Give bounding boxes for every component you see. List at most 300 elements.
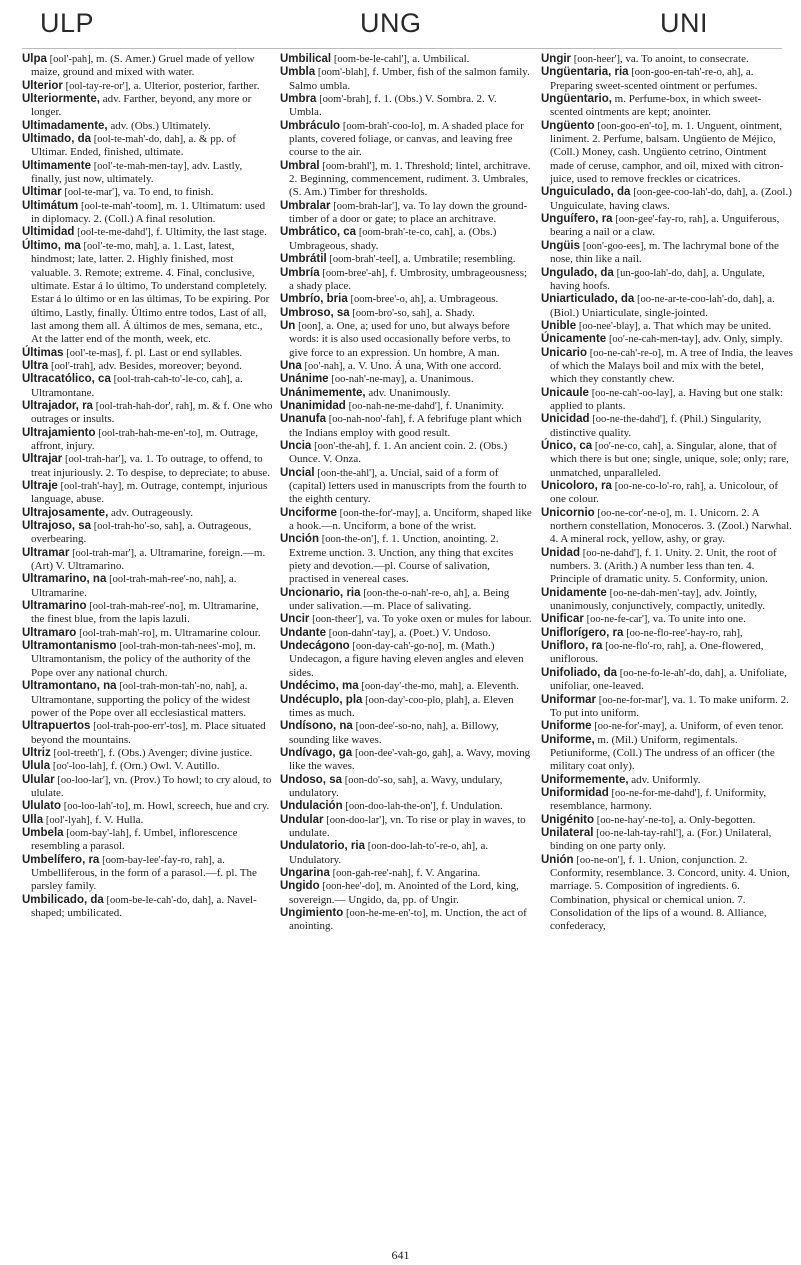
entry-pronunciation: [oon-dahn'-tay], [328, 627, 397, 639]
entry-pronunciation: [oo-ne-fo-le-ah'-do, dah], [619, 667, 727, 679]
entry-definition: adv. Uniformly. [631, 773, 701, 786]
dictionary-entry [541, 120, 793, 187]
entry-headword: Ungimiento [280, 907, 344, 919]
dictionary-entry [22, 133, 274, 160]
guide-word-center: UNG [360, 8, 422, 38]
entry-pronunciation: [oo-ne-hay'-ne-to], [596, 814, 676, 826]
guide-words [0, 8, 801, 48]
entry-pronunciation: [oo-ne-fe-car'], [586, 614, 650, 626]
dictionary-entry [22, 800, 274, 813]
entry-definition: a. Ultramontane, supporting the policy of the widest power of the Pope over all ecclesiastical matters. [31, 680, 251, 719]
entry-pronunciation: [oon'-the-ah], [314, 440, 372, 452]
entry-pronunciation: [oon-gee'-fay-ro, rah], [615, 214, 709, 226]
entry-definition: a. Uniform, of even tenor. [669, 720, 784, 733]
entry-headword: Ultimamente [22, 159, 92, 172]
entry-definition: va. To unite into one. [652, 613, 746, 626]
entry-pronunciation: [oo-nee'-blay], [578, 320, 641, 332]
dictionary-entry [22, 547, 274, 574]
entry-headword: Ungulado, da [541, 266, 614, 279]
dictionary-entry [541, 213, 793, 240]
entry-pronunciation: [oon-goo-en'-to], [597, 120, 669, 132]
entry-definition: a. Preparing sweet-scented ointment or perfumes. [550, 66, 758, 92]
entry-pronunciation: [oo'-nah], [304, 360, 346, 372]
entry-pronunciation: [oon-the-on'], [321, 534, 380, 546]
dictionary-entry [541, 854, 793, 934]
entry-headword: Umbla [280, 66, 316, 79]
entry-headword: Unguiculado, da [541, 186, 631, 199]
entry-headword: Uncionario, ria [280, 586, 361, 599]
dictionary-entry [280, 307, 532, 320]
guide-word-right: UNI [660, 8, 708, 38]
entry-pronunciation: [oom-bro'-so, sah], [352, 307, 433, 319]
entry-pronunciation: [ool'-te-mah-men-tay], [93, 160, 190, 172]
dictionary-entry [280, 640, 532, 680]
entry-pronunciation: [ool-trah-mah'-ro], [79, 627, 158, 639]
dictionary-entry [22, 360, 274, 373]
entry-definition: f. A febrifuge plant which the Indians employ with good result. [289, 413, 522, 439]
dictionary-entry [280, 267, 532, 294]
dictionary-entry [22, 814, 274, 827]
entry-definition: a. Eleventh. [466, 680, 519, 693]
entry-definition: f. Uniformity, resemblance, harmony. [550, 786, 767, 813]
entry-headword: Unguífero, ra [541, 213, 613, 226]
entry-headword: Undécimo, ma [280, 680, 359, 693]
entry-pronunciation: [ool-te-me-dahd'], [77, 227, 154, 239]
entry-pronunciation: [oo-ne-on'], [576, 854, 626, 866]
entry-pronunciation: [oon-doo-lah-the-on'], [345, 801, 439, 813]
entry-pronunciation: [oon-day'-coo-plo, plah], [365, 694, 470, 706]
entry-headword: Ulla [22, 813, 44, 826]
entry-definition: adv. Unanimously. [368, 386, 451, 399]
dictionary-entry [541, 667, 793, 694]
dictionary-entry [541, 53, 793, 66]
entry-definition: a. V. Uno. Á una, With one accord. [347, 359, 502, 372]
entry-headword: Undulación [280, 800, 343, 813]
entry-headword: Ultrajosamente, [22, 506, 109, 519]
entry-definition: m. (Math.) Undecagon, a figure having eleven angles and eleven sides. [289, 640, 524, 679]
entry-headword: Ungüentario, [541, 93, 612, 106]
dictionary-entry [280, 814, 532, 841]
entry-headword: Unifloro, ra [541, 640, 603, 653]
entry-pronunciation: [ool-trah-poo-err'-tos], [93, 721, 189, 733]
entry-pronunciation: [ool'-te-mo, mah], [83, 240, 160, 252]
entry-headword: Umbra [280, 93, 317, 106]
entry-definition: a. Shady. [434, 306, 475, 319]
dictionary-entry [541, 333, 793, 346]
entry-pronunciation: [ool'-pah], [49, 54, 94, 65]
entry-definition: f. 1. Union, conjunction. 2. Conformity, resemblance. 3. Concord, unity. 4. Union, marriage. 5. Composition of ingredients. 6. Combination, physical or chemical union. 7. Consolidation of the lips of a wound. 8. Alliance, confederacy, [550, 853, 790, 933]
entry-headword: Ungüentaria, ria [541, 66, 629, 79]
entry-definition: a. Ultramarine, foreign.—m. (Art) V. Ultramarino. [31, 546, 266, 573]
entry-definition: a. Uncial, said of a form of (capital) letters used in manuscripts from the fourth to the eighth century. [289, 466, 527, 506]
dictionary-entry [280, 800, 532, 813]
entry-pronunciation: [oo-nah-noo'-fah], [328, 414, 406, 426]
dictionary-entry [541, 93, 793, 120]
entry-definition: m. Howl, screech, hue and cry. [133, 800, 270, 813]
entry-definition: m. Outrage, contempt, injurious language, abuse. [31, 480, 268, 506]
entry-headword: Ultrajoso, sa [22, 520, 92, 533]
entry-definition: m. A shaded place for plants, covered foliage, or canvas, and leaving free course to the air. [289, 119, 524, 159]
entry-headword: Umbela [22, 826, 64, 839]
entry-headword: Uncial [280, 466, 315, 479]
entry-definition: m. A tree of India, the leaves of which the Malays boil and mix with the betel, which they constantly chew. [550, 346, 793, 386]
dictionary-entry [280, 200, 532, 227]
entry-definition: a. Umbelliferous, in the form of a parasol.—f. pl. The parsley family. [31, 853, 257, 893]
entry-pronunciation: [oo-ne-dahd'], [582, 547, 643, 559]
entry-headword: Una [280, 359, 302, 372]
entry-pronunciation: [oo-ne-cah'-oo-lay], [591, 387, 676, 399]
entry-headword: Ultrapuertos [22, 720, 91, 733]
entry-headword: Undécuplo, pla [280, 693, 363, 706]
entry-pronunciation: [ool-trah-har'], [65, 454, 127, 466]
dictionary-entry [280, 507, 532, 534]
entry-definition: m. Ultramarine, the finest blue, from the lapis lazuli. [31, 600, 259, 626]
entry-pronunciation: [oo-ne-cah'-re-o], [589, 347, 664, 359]
entry-definition: m. 1. Unicorn. 2. A northern constellation, Monoceros. 3. (Zool.) Narwhal. 4. A mineral rock, yellow, ashy, or gray. [550, 506, 792, 546]
dictionary-entry [22, 720, 274, 747]
entry-headword: Uncir [280, 613, 310, 626]
entry-definition: va. To end, to finish. [122, 186, 214, 199]
entry-headword: Umbráculo [280, 119, 341, 132]
dictionary-entry [22, 827, 274, 854]
entry-pronunciation: [oon-day-cah'-go-no], [352, 641, 445, 653]
entry-definition: f. pl. Last or end syllables. [125, 346, 243, 359]
entry-headword: Unicaule [541, 386, 589, 399]
entry-headword: Umbrático, ca [280, 226, 357, 239]
entry-pronunciation: [ool-trah-ho'-so, sah], [93, 521, 185, 533]
entry-headword: Último, ma [22, 239, 81, 252]
dictionary-entry [280, 774, 532, 801]
entry-definition: adv. Only, simply. [703, 333, 783, 346]
dictionary-entry [541, 734, 793, 774]
dictionary-entry [280, 907, 532, 934]
entry-definition: a. Ultramontane. [31, 373, 243, 399]
dictionary-entry [22, 760, 274, 773]
entry-headword: Undoso, sa [280, 773, 342, 786]
dictionary-entry [280, 533, 532, 586]
dictionary-entry [280, 360, 532, 373]
entry-headword: Unicornio [541, 506, 595, 519]
entry-definition: a. & pp. of Ultimar. Ended, finished, ultimate. [31, 133, 236, 159]
entry-definition: a. (Poet.) V. Undoso. [399, 626, 491, 639]
entry-headword: Ultramar [22, 546, 70, 559]
entry-definition: a. Navel-shaped; umbilicated. [31, 893, 257, 919]
entry-definition: a. Ultramarine. [31, 573, 237, 599]
entry-definition: adv. Farther, beyond, any more or longer. [31, 93, 252, 119]
entry-pronunciation: [oom'-blah], [317, 67, 370, 79]
entry-headword: Ungüis [541, 239, 580, 252]
entry-definition: m. (S. Amer.) Gruel made of yellow maize, ground and mixed with water. [31, 53, 255, 79]
dictionary-entry [22, 160, 274, 187]
entry-definition: a. (Zool.) Unguiculate, having claws. [550, 186, 792, 212]
entry-headword: Umbrátil [280, 253, 327, 266]
dictionary-entry [22, 854, 274, 894]
dictionary-entry [22, 186, 274, 199]
entry-headword: Uniforme, [541, 733, 595, 746]
page-number: 641 [391, 1248, 410, 1262]
entry-pronunciation: [oo-nah'-ne-may], [331, 374, 407, 386]
entry-pronunciation: [ool-tay-re-or'], [65, 80, 131, 92]
entry-definition: a. That which may be united. [643, 319, 772, 332]
entry-headword: Umbilical [280, 53, 332, 65]
dictionary-entry [280, 160, 532, 200]
dictionary-entry [22, 400, 274, 427]
entry-headword: Umbralar [280, 199, 331, 212]
entry-definition: f. (Obs.) Avenger; divine justice. [108, 746, 253, 759]
entry-pronunciation: [oon-do'-so, sah], [344, 774, 419, 786]
entry-definition: a. Ungulate, having hoofs. [550, 266, 765, 292]
entry-definition: a. One-flowered, uniflorous. [550, 640, 764, 666]
entry-pronunciation: [ool-trah-mon-tah-nees'-mo], [119, 641, 242, 653]
entry-pronunciation: [oo-ne-for-me-dahd'], [611, 787, 703, 799]
entry-definition: adv. Lastly, finally, just now, ultimately. [31, 159, 243, 186]
dictionary-entry [541, 440, 793, 480]
entry-definition: f. Umbrosity, umbrageousness; a shady place. [289, 266, 528, 292]
dictionary-entry [280, 53, 532, 66]
entry-pronunciation: [oon'-goo-ees], [582, 240, 647, 252]
entry-pronunciation: [ool-trah-cah-to'-le-co, cah], [113, 374, 233, 386]
entry-pronunciation: [oon-day'-the-mo, mah], [361, 681, 464, 693]
entry-headword: Unánime [280, 373, 329, 386]
entry-headword: Undívago, ga [280, 746, 353, 759]
entry-headword: Ungüento [541, 119, 595, 132]
entry-headword: Umbral [280, 159, 320, 172]
entry-pronunciation: [ool'-lyah], [45, 814, 93, 826]
entry-definition: va. To anoint, to consecrate. [625, 53, 749, 65]
entry-definition: f. (Phil.) Singularity, distinctive quality. [550, 413, 762, 439]
entry-pronunciation: [oo-ne-cor'-ne-o], [597, 507, 672, 519]
entry-headword: Uniflorígero, ra [541, 626, 624, 639]
entry-definition: a. Billowy, sounding like waves. [289, 720, 499, 746]
entry-definition: m. Ultramarine colour. [160, 626, 261, 639]
entry-definition: a. Outrageous, overbearing. [31, 520, 252, 546]
entry-definition: vn. To rise or play in waves, to undulate. [289, 813, 526, 839]
entry-definition: m. Ultramontanism, the policy of the authority of the Pope over any national church. [31, 640, 256, 679]
entry-headword: Un [280, 319, 296, 332]
entry-headword: Unicidad [541, 413, 590, 426]
dictionary-entry [541, 66, 793, 93]
entry-headword: Ululato [22, 800, 61, 813]
dictionary-entry [22, 453, 274, 480]
entry-pronunciation: [oon-gee-coo-lah'-do, dah], [633, 187, 748, 199]
entry-definition: f. Unanimity. [445, 399, 504, 412]
entry-pronunciation: [oon-the-ahl'], [317, 467, 378, 479]
entry-pronunciation: [oon-dee'-vah-go, gah], [354, 747, 454, 759]
entry-definition: adv. (Obs.) Ultimately. [110, 119, 211, 132]
entry-headword: Unánimemente, [280, 386, 366, 399]
entry-pronunciation: [ool-te-mah'-do, dah], [93, 134, 186, 146]
entry-pronunciation: [oo-ne-lah-tay-rahl'], [596, 827, 685, 839]
entry-definition: a. Singular, alone, that of which there is but one; single, unique, sole; only; rare, unmatched, unparalleled. [550, 439, 789, 479]
entry-headword: Ungir [541, 53, 572, 65]
dictionary-entry [280, 747, 532, 774]
entry-headword: Ulteriormente, [22, 93, 100, 106]
entry-headword: Uniformemente, [541, 773, 629, 786]
entry-headword: Uniarticulado, da [541, 293, 635, 306]
entry-definition: m. Outrage, affront, injury. [31, 426, 259, 452]
entry-headword: Ultramontanismo [22, 640, 117, 653]
entry-pronunciation: [ool'-te-mas], [66, 347, 123, 359]
dictionary-entry [280, 120, 532, 160]
entry-definition: f. Ultimity, the last stage. [156, 226, 267, 239]
entry-pronunciation: [oon-he-me-en'-to], [346, 908, 429, 919]
entry-headword: Unificar [541, 613, 584, 626]
entry-headword: Ulterior [22, 79, 63, 92]
entry-headword: Unifoliado, da [541, 666, 618, 679]
entry-headword: Ultimado, da [22, 133, 92, 146]
dictionary-entry [280, 467, 532, 507]
entry-pronunciation: [ool-trah-mar'], [72, 547, 137, 559]
dictionary-entry [541, 480, 793, 507]
entry-definition: m. The lachrymal bone of the nose, thin like a nail. [550, 239, 779, 266]
entry-headword: Uniformar [541, 693, 596, 706]
entry-headword: Ultrajador, ra [22, 399, 93, 412]
entry-headword: Últimas [22, 346, 64, 359]
entry-pronunciation: [oon-doo-lar'], [326, 814, 388, 826]
entry-definition: a. Unguiferous, bearing a nail or a claw. [550, 213, 780, 239]
entry-pronunciation: [oom-brah'-coo-lo], [342, 120, 426, 132]
entry-pronunciation: [oon-gah-ree'-nah], [332, 867, 414, 879]
dictionary-entry [22, 373, 274, 400]
dictionary-entry [280, 387, 532, 400]
dictionary-entry [541, 387, 793, 414]
entry-headword: Ultimátum [22, 199, 79, 212]
entry-headword: Uniforme [541, 720, 592, 733]
entry-definition: f. V. Angarina. [416, 866, 481, 879]
entry-definition: f. 1. Unity. 2. Unit, the root of numbers. 3. (Arith.) A number less than ten. 4. Principle of dramatic unity. 5. Conformity, union. [550, 546, 777, 586]
dictionary-entry [541, 547, 793, 587]
entry-definition: f. Umbel, inflorescence resembling a parasol. [31, 826, 238, 853]
dictionary-entry [280, 226, 532, 253]
entry-headword: Ultraje [22, 480, 58, 492]
dictionary-entry [280, 613, 532, 626]
entry-pronunciation: [oom-brahl'], [322, 160, 378, 172]
dictionary-entry [280, 373, 532, 386]
entry-headword: Unigénito [541, 813, 595, 826]
dictionary-entry [280, 840, 532, 867]
dictionary-entry [22, 120, 274, 133]
entry-headword: Únicamente [541, 333, 607, 346]
entry-pronunciation: [oom-bay-lee'-fay-ro, rah], [102, 854, 215, 866]
entry-definition: a. (Obs.) Umbrageous, shady. [289, 226, 497, 252]
entry-pronunciation: [oom-be-le-cahl'], [333, 54, 410, 65]
dictionary-entry [541, 320, 793, 333]
entry-headword: Unción [280, 533, 319, 546]
entry-pronunciation: [oon-theer'], [312, 614, 364, 626]
entry-pronunciation: [oo-ne-for-mar'], [598, 694, 670, 706]
dictionary-entry [280, 694, 532, 721]
entry-headword: Undulatorio, ria [280, 840, 365, 853]
entry-definition: m. Unction, the act of anointing. [289, 907, 527, 933]
entry-pronunciation: [oo'-loo-lah], [52, 761, 109, 773]
dictionary-entry [280, 680, 532, 693]
entry-pronunciation: [oom-bree'-ah], [322, 267, 388, 279]
entry-definition: m. 1. Ultimatum: used in diplomacy. 2. (Coll.) A final resolution. [31, 199, 266, 226]
entry-definition: adv. Besides, moreover; beyond. [98, 359, 242, 372]
dictionary-entry [22, 894, 274, 921]
entry-headword: Undísono, na [280, 720, 353, 733]
entry-headword: Ultracatólico, ca [22, 373, 111, 386]
entry-headword: Undular [280, 813, 324, 826]
entry-pronunciation: [oo-ne-the-dahd'], [592, 414, 668, 426]
entry-headword: Ultriz [22, 746, 51, 759]
entry-pronunciation: [oon], [298, 320, 324, 332]
entry-pronunciation: [ool-te-mah'-toom], [80, 200, 164, 212]
entry-pronunciation: [oom-be-le-cah'-do, dah], [106, 894, 214, 906]
entry-headword: Uncia [280, 439, 312, 452]
dictionary-entry [22, 573, 274, 600]
entry-definition: a. Wavy, moving like the waves. [289, 746, 531, 773]
entry-pronunciation: [oo'-ne-co, cah], [594, 440, 664, 452]
entry-definition: vn. (Prov.) To howl; to cry aloud, to ululate. [31, 773, 272, 799]
entry-headword: Ulular [22, 773, 55, 786]
entry-pronunciation: [oo-ne-dah-men'-tay], [609, 587, 702, 599]
dictionary-entry [280, 867, 532, 880]
dictionary-entry [541, 787, 793, 814]
entry-headword: Ultimar [22, 186, 62, 199]
entry-pronunciation: [oo'-ne-cah-men-tay], [608, 334, 701, 346]
dictionary-entry [22, 240, 274, 347]
entry-headword: Ungido [280, 880, 320, 893]
dictionary-entry [22, 774, 274, 801]
dictionary-entry [541, 507, 793, 547]
entry-definition: f. 1. (Obs.) V. Sombra. 2. V. Umbla. [289, 93, 497, 119]
dictionary-entry [541, 640, 793, 667]
entry-definition: adv. Outrageously. [111, 506, 193, 519]
dictionary-entry [22, 627, 274, 640]
dictionary-entry [280, 66, 532, 93]
entry-headword: Ulula [22, 760, 51, 773]
entry-pronunciation: [ool-te-mar'], [64, 187, 121, 199]
entry-headword: Ultramarino [22, 600, 87, 613]
entry-definition: a. Unifoliate, unifoliar, one-leaved. [550, 666, 787, 693]
entry-headword: Ultramontano, na [22, 680, 117, 693]
entry-pronunciation: [oom'-brah], [319, 94, 372, 106]
dictionary-entry [280, 400, 532, 413]
entry-headword: Unicoloro, ra [541, 480, 612, 492]
dictionary-entry [22, 53, 274, 80]
entry-definition: va. 1. To make uniform. 2. To put into uniform. [550, 693, 789, 719]
entry-definition: a. 1. Last, latest, hindmost; late, latter. 2. Highly finished, most valuable. 3. Remote; extreme. 4. Final, conclusive, ultimate. Estar á lo último, To understand completely. Estar á lo último or en las últimas, To be expiring. Por último, Lastly, finally. Último entre todos, Last of all, last among them all. Á últimos de mes, semana, etc., At the latter end of the month, week, etc. [31, 239, 270, 346]
entry-headword: Umbelífero, ra [22, 853, 100, 866]
entry-headword: Umbría [280, 266, 320, 279]
entry-pronunciation: [oo-ne-co-lo'-ro, rah], [614, 481, 707, 492]
entry-headword: Ulpa [22, 53, 47, 65]
entry-pronunciation: [oo-loo-lar'], [57, 774, 111, 786]
dictionary-entry [541, 587, 793, 614]
dictionary-entry [280, 253, 532, 266]
entry-headword: Ultramaro [22, 626, 77, 639]
entry-pronunciation: [ool-trah-mon-tah'-no, nah], [119, 681, 237, 693]
dictionary-entry [541, 627, 793, 640]
dictionary-entry [22, 680, 274, 720]
entry-headword: Unicario [541, 346, 588, 359]
entry-pronunciation: [ool-treeth'], [53, 747, 106, 759]
dictionary-entry [541, 267, 793, 294]
entry-headword: Ultrajamiento [22, 426, 96, 439]
dictionary-entry [541, 413, 793, 440]
entry-pronunciation: [oo-loo-lah'-to], [63, 801, 131, 813]
dictionary-entry [541, 186, 793, 213]
entry-definition: f. (Orn.) Owl. V. Autillo. [110, 760, 220, 773]
entry-definition: a. Umbrageous. [428, 293, 499, 306]
dictionary-entry [22, 480, 274, 507]
entry-definition: a. Eleven times as much. [289, 693, 514, 719]
dictionary-entry [541, 347, 793, 387]
entry-definition: f. 1. Unction, anointing. 2. Extreme unction. 3. Unction, any thing that excites piety and devotion.—pl. Course of salivation, practised in venereal cases. [289, 533, 514, 586]
entry-pronunciation: [oom-bree'-o, ah], [350, 294, 427, 306]
entry-headword: Ultramarino, na [22, 573, 107, 586]
